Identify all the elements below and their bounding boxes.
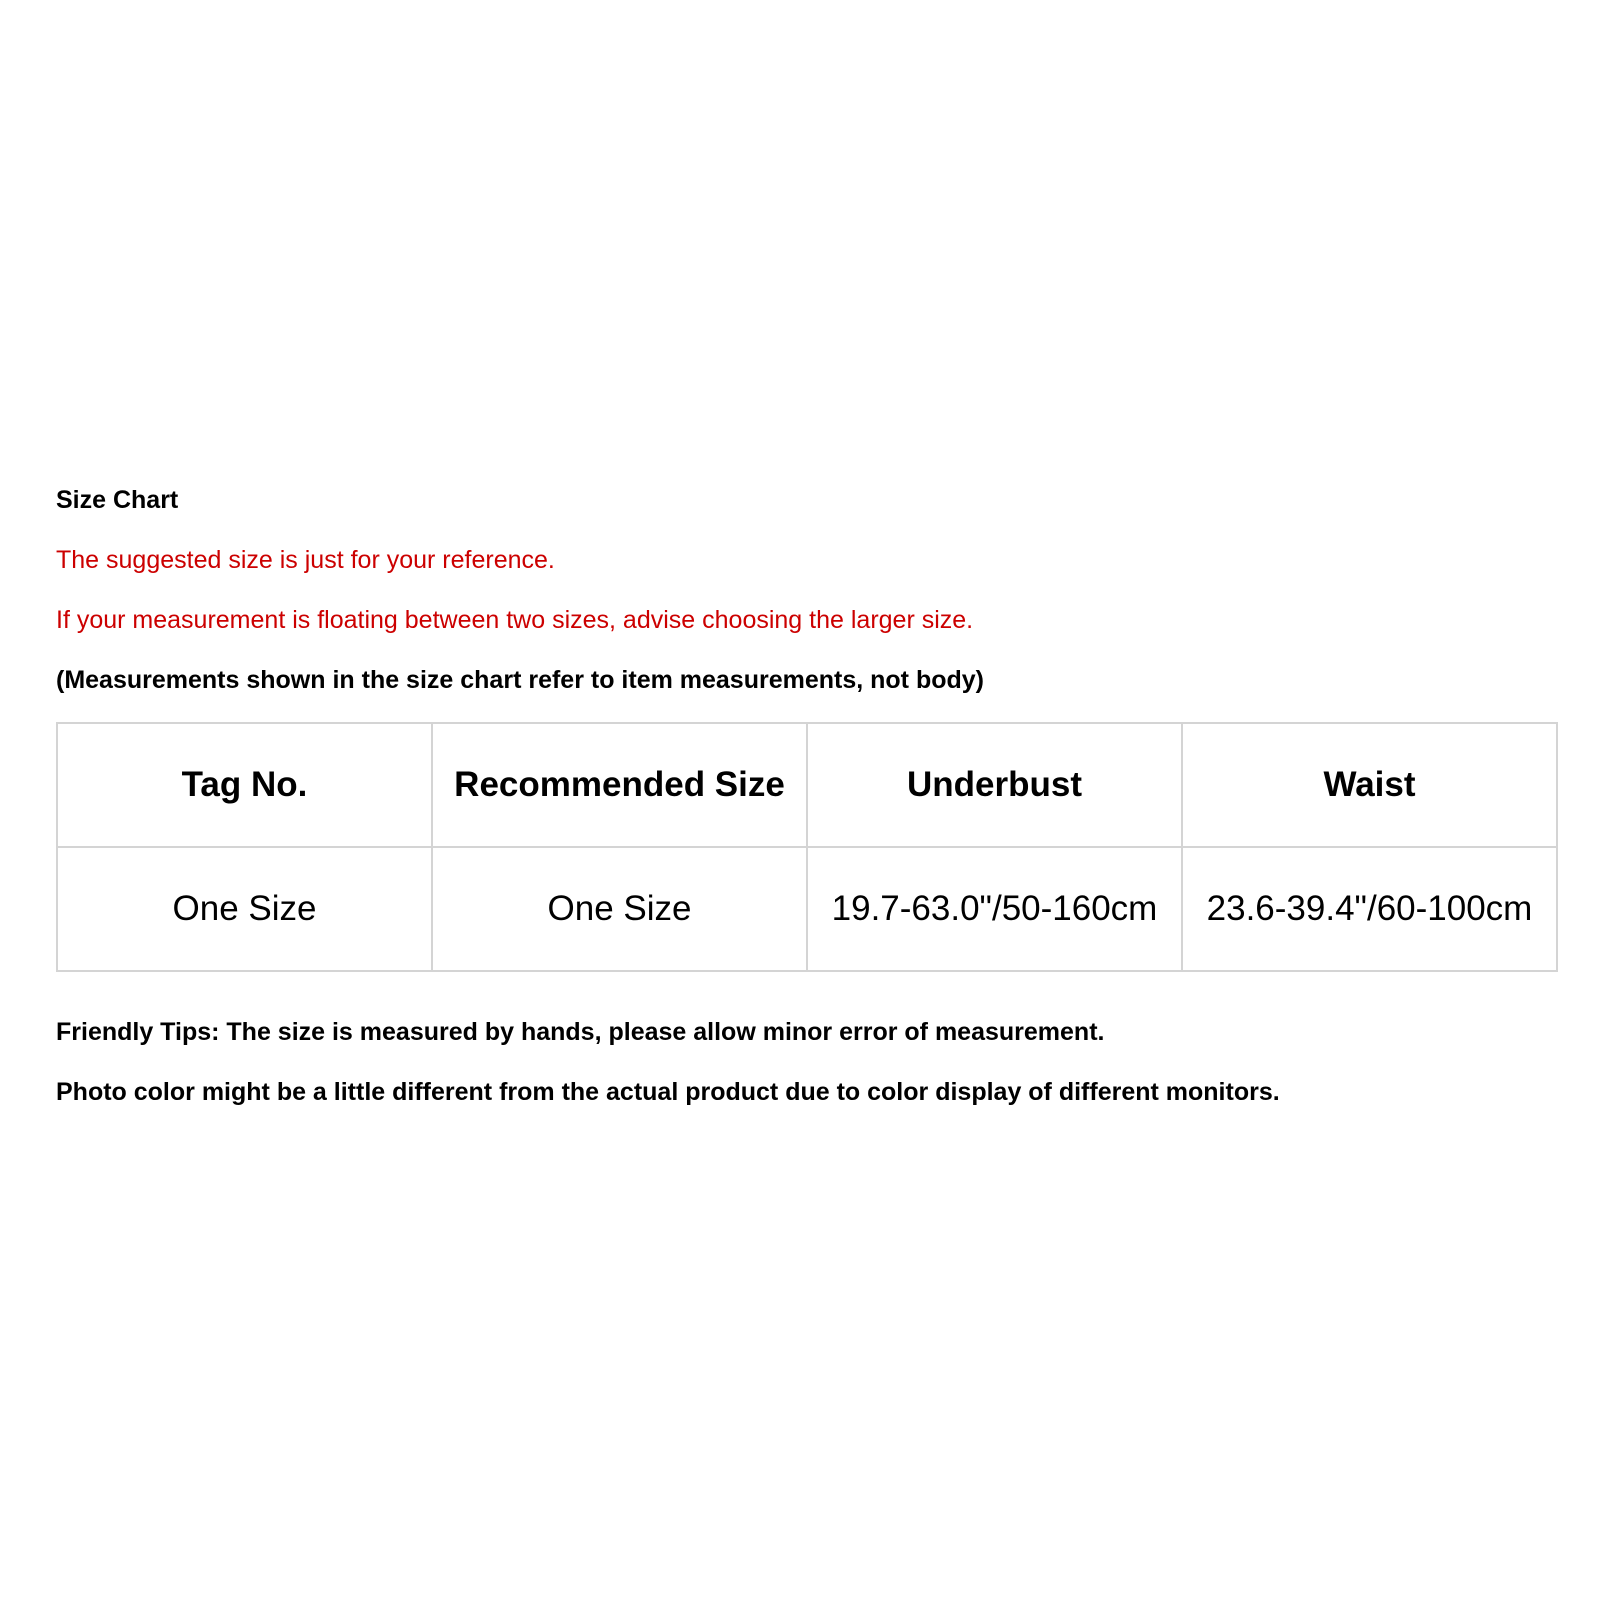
sizing-advice-note: If your measurement is floating between two sizes, advise choosing the larger size. — [56, 606, 974, 634]
header-recommended-size: Recommended Size — [432, 723, 807, 847]
cell-tag-no: One Size — [57, 847, 432, 971]
reference-note: The suggested size is just for your reference. — [56, 546, 555, 574]
table-row — [57, 847, 1557, 971]
header-underbust: Underbust — [807, 723, 1182, 847]
friendly-tips — [56, 1018, 1556, 1106]
cell-underbust: 19.7-63.0"/50-160cm — [807, 847, 1182, 971]
cell-waist: 23.6-39.4"/60-100cm — [1182, 847, 1557, 971]
size-chart-title: Size Chart — [56, 486, 179, 514]
color-tip: Photo color might be a little different from the actual product due to color display of different monitors. — [56, 1078, 1280, 1106]
measurement-disclaimer: (Measurements shown in the size chart refer to item measurements, not body) — [56, 666, 984, 694]
size-chart-section — [56, 486, 1556, 1138]
measurement-tip: Friendly Tips: The size is measured by hands, please allow minor error of measurement. — [56, 1018, 1105, 1046]
header-waist: Waist — [1182, 723, 1557, 847]
size-table — [56, 722, 1558, 972]
header-tag-no: Tag No. — [57, 723, 432, 847]
table-header-row — [57, 723, 1557, 847]
cell-recommended-size: One Size — [432, 847, 807, 971]
